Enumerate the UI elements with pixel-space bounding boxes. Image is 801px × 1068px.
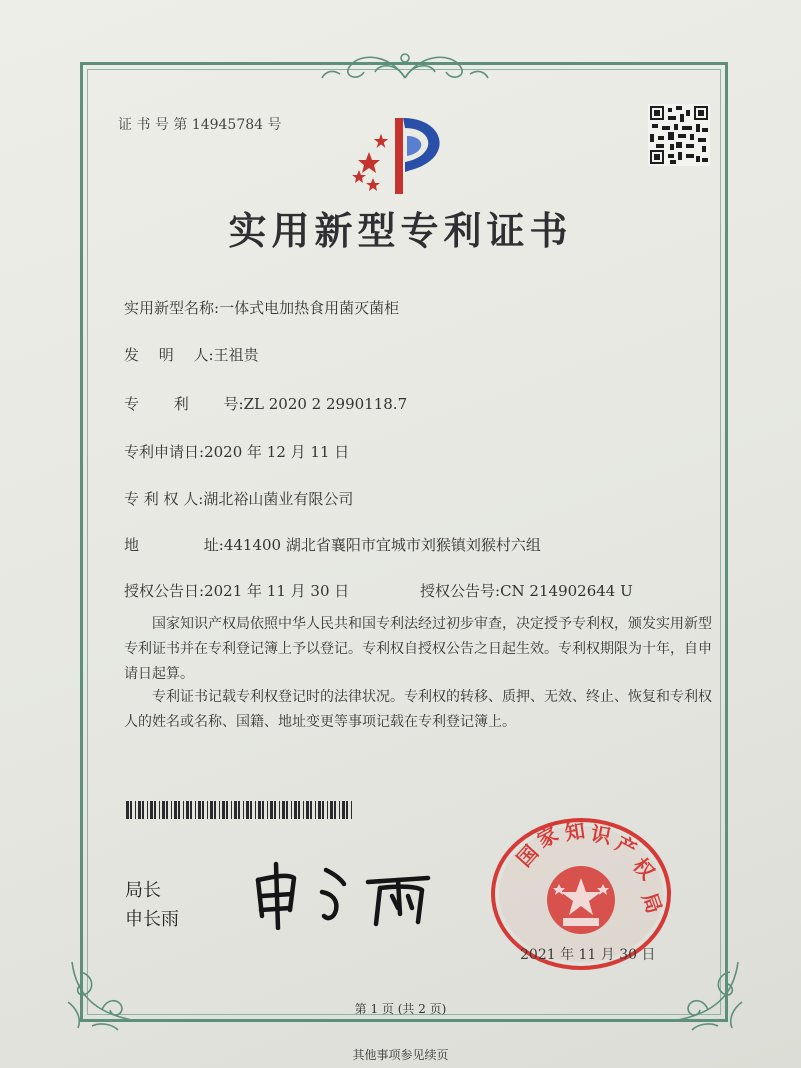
grant-date-value: 2021 年 11 月 30 日 [204,582,350,600]
patent-number-row [124,393,407,414]
page-indicator: 第 1 页 (共 2 页) [354,1002,447,1016]
utility-model-name-value: 一体式电加热食用菌灭菌柜 [219,299,400,317]
filing-date-label: 专利申请日: [124,443,205,461]
svg-text:产: 产 [611,831,641,862]
inventor-value: 王祖贵 [213,346,259,364]
patent-office-logo-icon [345,112,465,202]
patentee-label: 专 利 权 人: [124,490,204,508]
utility-model-name-label: 实用新型名称: [124,299,220,317]
seal-date: 2021 年 11 月 30 日 [520,947,656,963]
patentee-row [124,488,353,509]
director-name: 申长雨 [125,909,179,930]
director-signature [248,858,448,930]
grant-statement-paragraph: 国家知识产权局依照中华人民共和国专利法经过初步审查，决定授予专利权，颁发实用新型专利证书并在专利登记簿上予以登记。专利权自授权公告之日起生效。专利权期限为十年，自申请日起算。 [124,616,712,682]
patent-number-label: 专 利 号: [124,395,244,413]
inventor-row [124,344,259,365]
filing-date-value: 2020 年 12 月 11 日 [204,443,350,461]
patentee-value: 湖北裕山菌业有限公司 [203,490,354,508]
filing-date-row [124,441,349,462]
grant-date-label: 授权公告日: [124,582,205,600]
director-title: 局长 [125,880,161,901]
continuation-note: 其他事项参见续页 [352,1048,449,1062]
legal-status-paragraph: 专利证书记载专利权登记时的法律状况。专利权的转移、质押、无效、终止、恢复和专利权人的姓名或名称、国籍、地址变更等事项记载在专利登记簿上。 [124,689,712,730]
certificate-number: 证 书 号 第 14945784 号 [118,117,282,133]
inventor-label: 发 明 人: [124,346,214,364]
grant-number-value: CN 214902644 U [500,582,633,600]
svg-text:权: 权 [628,853,660,885]
certificate-title: 实用新型专利证书 [228,209,573,253]
svg-text:国: 国 [511,840,544,872]
corner-ornament-icon [62,952,142,1032]
barcode-icon [126,801,356,819]
corner-ornament-icon [668,952,748,1032]
svg-text:局: 局 [637,889,667,917]
grant-date-row [124,580,349,601]
svg-text:识: 识 [589,821,613,849]
grant-number-label: 授权公告号: [420,582,501,600]
grant-number-row [420,580,633,601]
qr-code-icon [648,104,710,166]
top-ornament-icon [320,44,490,84]
svg-text:知: 知 [563,818,587,845]
utility-model-name-row [124,297,399,318]
patent-number-value: ZL 2020 2 2990118.7 [243,395,408,413]
svg-text:家: 家 [533,821,563,853]
address-value: 441400 湖北省襄阳市宜城市刘猴镇刘猴村六组 [223,536,541,554]
address-row [124,534,541,555]
address-label: 地 址: [124,536,224,554]
